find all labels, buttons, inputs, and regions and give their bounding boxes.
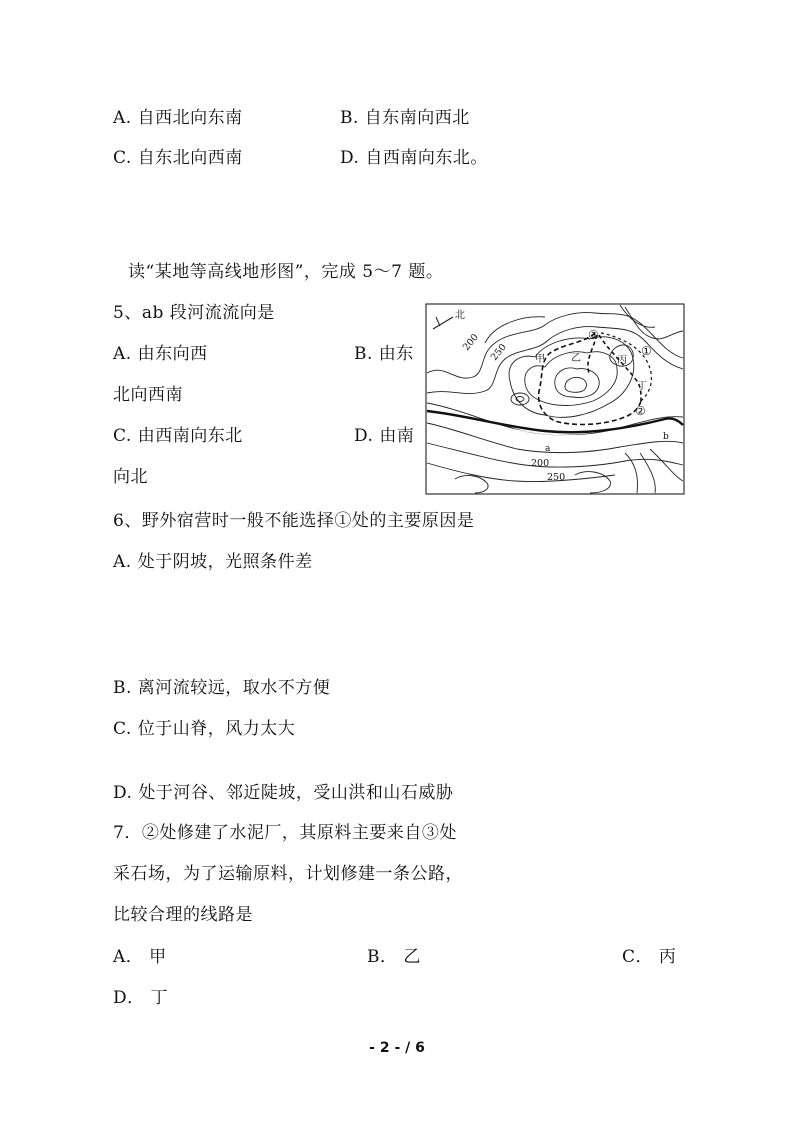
contour-line <box>427 443 683 467</box>
marker-1: ① <box>641 344 652 358</box>
q7-option-d: D． 丁 <box>113 988 169 1008</box>
river-label-a: a <box>545 444 551 454</box>
contour-map-figure <box>425 303 685 495</box>
marker-3: ③ <box>588 328 599 342</box>
north-label: 北 <box>455 310 465 321</box>
map-frame <box>426 304 684 494</box>
q6-option-a: A. 处于阴坡，光照条件差 <box>113 552 313 572</box>
north-arrow-icon <box>433 317 453 329</box>
contour-line <box>625 307 683 339</box>
label-yi: 乙 <box>571 353 581 364</box>
river-label-b: b <box>663 432 669 442</box>
contour-line <box>427 423 683 453</box>
label-bing: 丙 <box>617 355 627 366</box>
q5-option-b-continued: 北向西南 <box>113 385 183 405</box>
q5-option-d-continued: 向北 <box>113 467 148 487</box>
contour-label-200-lower: 200 <box>531 458 550 469</box>
q7-option-c: C． 丙 <box>622 947 677 967</box>
q7-option-a: A． 甲 <box>113 947 167 967</box>
q4-option-a: A. 自西北向东南 <box>113 108 243 128</box>
label-jia: 甲 <box>535 354 545 365</box>
q7-stem-line1: 7．②处修建了水泥厂，其原料主要来自③处 <box>113 823 457 843</box>
contour-line <box>565 377 586 392</box>
q5-option-d: D. 由南 <box>354 426 415 446</box>
marker-2: ② <box>635 404 646 418</box>
route-bing <box>599 335 641 401</box>
contour-label-200: 200 <box>460 331 481 353</box>
q7-stem-line3: 比较合理的线路是 <box>113 905 253 925</box>
contour-line <box>555 368 599 398</box>
q6-option-b: B. 离河流较远，取水不方便 <box>113 678 331 698</box>
contour-label-250-lower: 250 <box>547 472 566 483</box>
label-ding: 丁 <box>637 381 647 392</box>
q5-option-b: B. 由东 <box>354 344 414 364</box>
q6-option-c: C. 位于山脊，风力太大 <box>113 719 296 739</box>
contour-line <box>485 317 545 343</box>
contour-line <box>575 472 610 493</box>
contour-label-250: 250 <box>488 341 509 363</box>
q5-stem: 5、ab 段河流流向是 <box>113 303 275 323</box>
q7-option-b: B． 乙 <box>367 947 421 967</box>
q4-option-c: C. 自东北向西南 <box>113 148 243 168</box>
q4-option-b: B. 自东南向西北 <box>340 108 470 128</box>
q5-option-a: A. 由东向西 <box>113 344 208 364</box>
q4-option-d: D. 自西南向东北。 <box>340 148 488 168</box>
contour-line <box>455 476 488 493</box>
q7-stem-line2: 采石场，为了运输原料，计划修建一条公路， <box>113 864 463 884</box>
q6-option-d: D. 处于河谷、邻近陡坡，受山洪和山石威胁 <box>113 783 454 803</box>
contour-line <box>620 305 655 327</box>
q6-stem: 6、野外宿营时一般不能选择①处的主要原因是 <box>113 511 475 531</box>
q5-option-c: C. 由西南向东北 <box>113 426 243 446</box>
contour-line <box>650 449 683 481</box>
contour-line <box>625 453 638 493</box>
route-jia <box>539 333 641 424</box>
page-number: - 2 - / 6 <box>369 1040 425 1056</box>
section-intro: 读“某地等高线地形图”，完成 5～7 题。 <box>128 262 444 282</box>
